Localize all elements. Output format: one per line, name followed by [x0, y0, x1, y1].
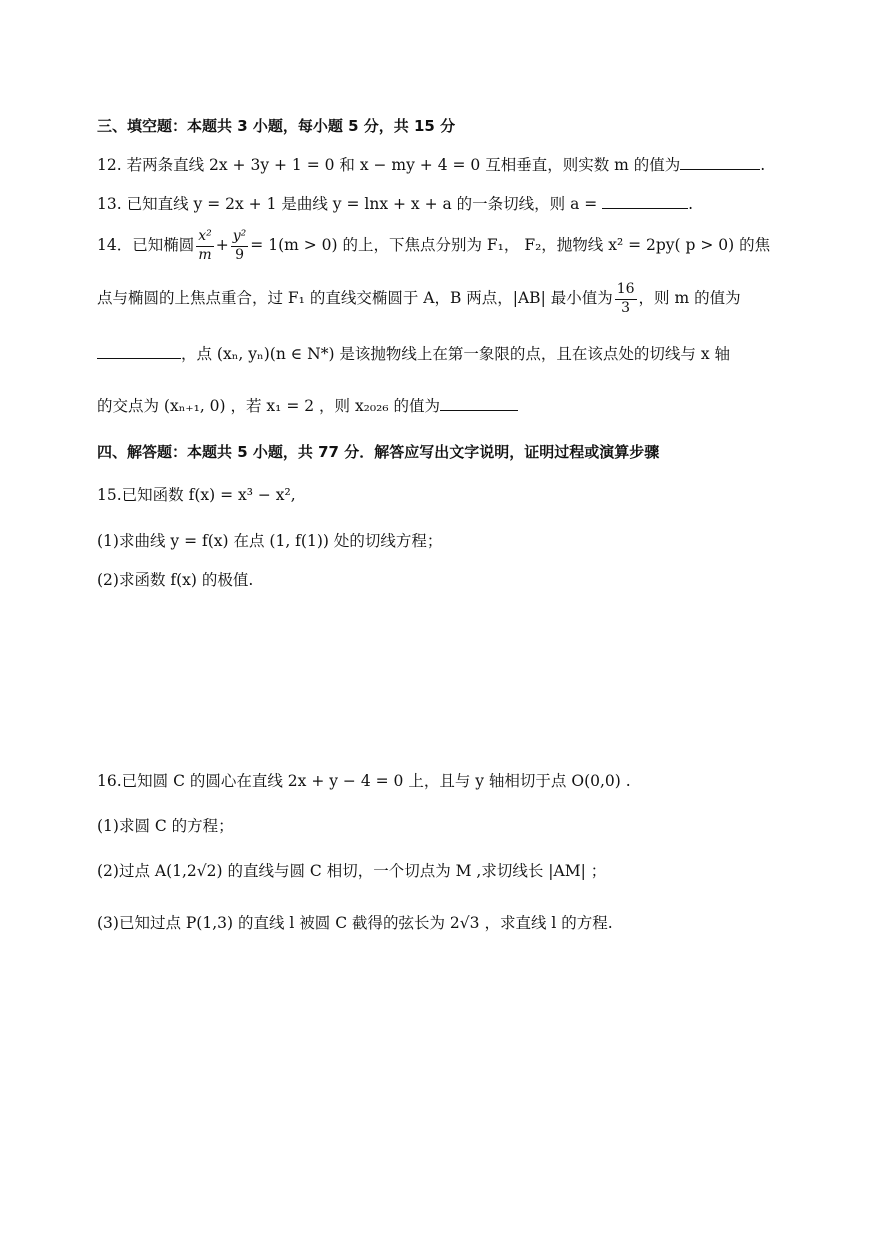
- section-solution-heading: 四、解答题：本题共 5 小题，共 77 分．解答应写出文字说明，证明过程或演算步骤: [97, 443, 660, 461]
- question-text: 点与椭圆的上焦点重合，过 F₁ 的直线交椭圆于 A，B 两点，|AB| 最小值为: [97, 289, 613, 307]
- question-text: 已知直线 y = 2x + 1 是曲线 y = lnx + x + a 的一条切线，则 a =: [126, 195, 598, 213]
- question-15-part-1: (1)求曲线 y = f(x) 在点 (1, f(1)) 处的切线方程；: [97, 532, 443, 550]
- question-14-line-4: [97, 396, 518, 416]
- question-14-line-1: 14．已知椭圆 $\frac{\text{x²}}{m}$ + $\frac{\text{y²}}{9}$ = 1(m > 0) 的上，下焦点分别为 F₁， F₂，抛物线 x² = 2py( p > 0) 的焦: [97, 228, 771, 263]
- question-number: 12.: [97, 156, 122, 174]
- question-16-part-3: (3)已知过点 P(1,3) 的直线 l 被圆 C 截得的弦长为 2√3 ，求直线 l 的方程.: [97, 914, 613, 932]
- question-text: 若两条直线 2x + 3y + 1 = 0 和 x − my + 4 = 0 互相垂直，则实数 m 的值为: [126, 156, 681, 174]
- question-text: 已知椭圆: [132, 236, 195, 254]
- fraction-x2-over-m: $\frac{\text{x²}}{m}$: [198, 228, 212, 263]
- answer-blank[interactable]: [680, 155, 760, 170]
- question-text: 的交点为 (xₙ₊₁, 0) ，若 x₁ = 2 ，则 x₂₀₂₆ 的值为: [97, 397, 440, 415]
- question-text: ，则 m 的值为: [638, 289, 741, 307]
- section-fill-in-heading: 三、填空题：本题共 3 小题，每小题 5 分，共 15 分: [97, 117, 456, 135]
- question-16-part-2: (2)过点 A(1,2√2) 的直线与圆 C 相切，一个切点为 M ,求切线长 |AM| ；: [97, 862, 607, 880]
- fraction-y2-over-9: $\frac{\text{y²}}{9}$: [232, 228, 247, 263]
- question-15-part-2: (2)求函数 f(x) 的极值.: [97, 571, 254, 589]
- question-number: 14．: [97, 236, 133, 254]
- fraction-16-over-3: $\frac{16}{3}$: [616, 281, 635, 316]
- question-end: .: [688, 195, 694, 213]
- question-14-line-2: [97, 281, 741, 317]
- answer-blank[interactable]: [602, 194, 688, 209]
- question-number: 13.: [97, 195, 122, 213]
- question-16-stem: 16.已知圆 C 的圆心在直线 2x + y − 4 = 0 上，且与 y 轴相切于点 O(0,0) .: [97, 772, 631, 790]
- question-end: .: [760, 156, 766, 174]
- answer-blank[interactable]: [440, 396, 518, 411]
- question-14-line-3: [97, 344, 730, 364]
- question-text: = 1(m > 0) 的上，下焦点分别为 F₁， F₂，抛物线 x² = 2py( p > 0) 的焦: [250, 236, 771, 254]
- question-text: ，点 (xₙ, yₙ)(n ∈ N*) 是该抛物线上在第一象限的点，且在该点处的切线与 x 轴: [181, 345, 731, 363]
- question-16-part-1: (1)求圆 C 的方程；: [97, 817, 234, 835]
- question-13: [97, 194, 693, 214]
- question-12: [97, 155, 765, 175]
- question-15-stem: 15.已知函数 f(x) = x³ − x²,: [97, 486, 296, 504]
- answer-blank[interactable]: [97, 344, 181, 359]
